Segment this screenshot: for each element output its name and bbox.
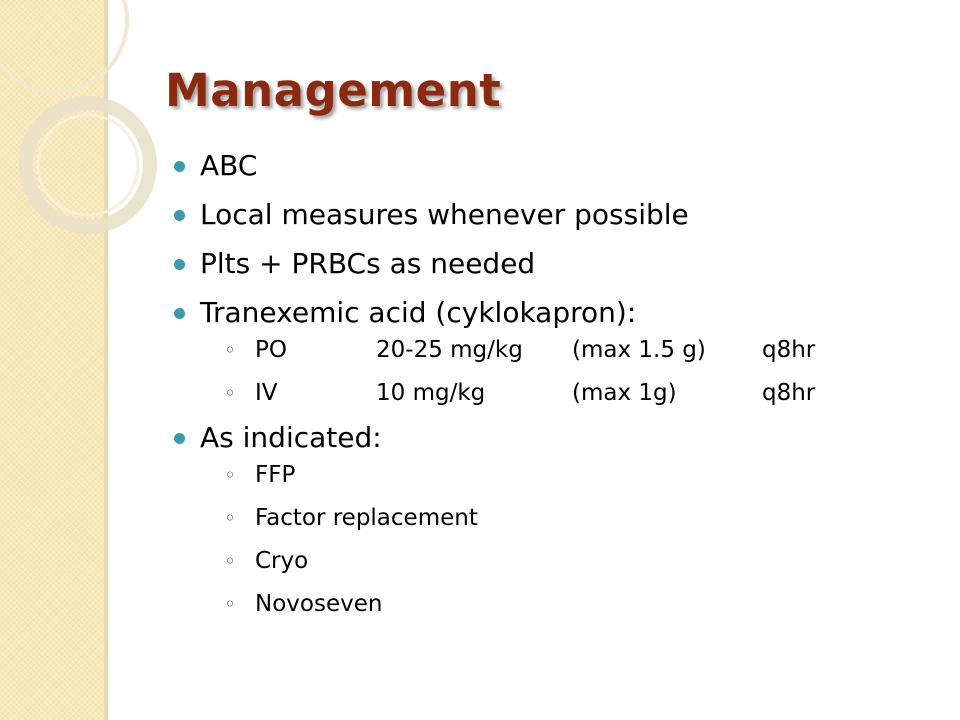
dosing-max: (max 1g) (572, 380, 677, 406)
bullet-item: Local measures whenever possible (174, 199, 815, 231)
dosing-route: ◦ PO (255, 337, 287, 363)
dosing-list (200, 336, 815, 407)
sub-bullet-item: ◦ Novoseven (200, 590, 815, 618)
indicated-list (200, 461, 815, 618)
dosing-dose: 20-25 mg/kg (376, 337, 523, 363)
dosing-route: ◦ IV (255, 380, 278, 406)
dosing-row (200, 379, 815, 407)
dosing-frequency: q8hr (762, 337, 816, 363)
bullet-item-text: As indicated: (200, 421, 382, 454)
decorative-ring-middle (26, 103, 150, 227)
decorative-circle-top (0, 0, 127, 92)
bullet-item: Plts + PRBCs as needed (174, 248, 815, 280)
dosing-row (200, 336, 815, 364)
slide-title: Management (165, 64, 502, 117)
sub-bullet-item: ◦ Factor replacement (200, 504, 815, 532)
decorative-circles (0, 0, 200, 260)
dosing-dose: 10 mg/kg (376, 380, 486, 406)
decorative-ring-inner (38, 115, 138, 215)
sub-bullet-item: ◦ Cryo (200, 547, 815, 575)
bullet-item-text: Tranexemic acid (cyklokapron): (200, 296, 637, 329)
bullet-item (174, 422, 815, 618)
dosing-frequency: q8hr (762, 380, 816, 406)
sub-bullet-item: ◦ FFP (200, 461, 815, 489)
bullet-list (174, 150, 815, 633)
bullet-item: ABC (174, 150, 815, 182)
bullet-item (174, 297, 815, 407)
dosing-max: (max 1.5 g) (572, 337, 706, 363)
